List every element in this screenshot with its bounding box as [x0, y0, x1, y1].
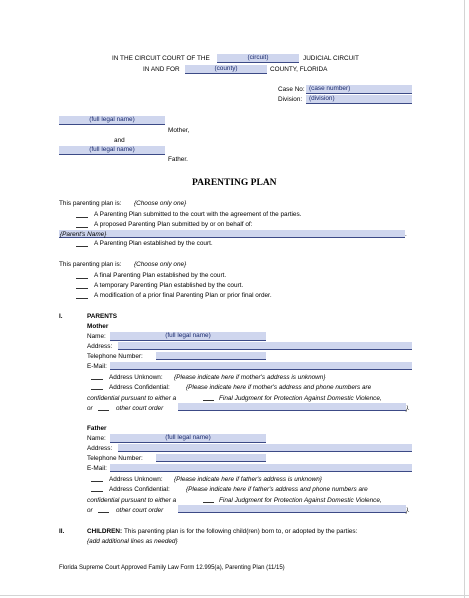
father-final-judgment-checkbox[interactable] — [203, 496, 214, 503]
mother-confidential-note-2: confidential pursuant to either a — [87, 395, 177, 402]
father-name-label: Name: — [87, 435, 106, 442]
mother-or: or — [87, 405, 93, 412]
and-label: and — [114, 137, 125, 144]
father-heading: Father — [87, 425, 107, 432]
parent-name-placeholder: {Parent's Name} — [60, 231, 107, 238]
mother-heading: Mother — [87, 323, 109, 330]
court-suffix: JUDICIAL CIRCUIT — [303, 55, 359, 62]
mother-other-order: other court order — [116, 405, 164, 412]
father-final-judgment: Final Judgment for Protection Against Domestic Violence, — [219, 497, 382, 504]
mother-name-label: Name: — [87, 333, 106, 340]
father-other-order-field[interactable] — [178, 505, 406, 513]
father-or: or — [87, 507, 93, 514]
plan-type-2-intro: This parenting plan is: — [59, 261, 122, 268]
section-2-note: {add additional lines as needed} — [87, 538, 178, 545]
case-number-field[interactable]: (case number) — [306, 85, 412, 94]
mother-phone-label: Telephone Number: — [87, 353, 143, 360]
father-confidential-note-2: confidential pursuant to either a — [87, 497, 177, 504]
father-address-label: Address: — [87, 445, 113, 452]
plan-type-1-option-1: A Parenting Plan submitted to the court with the agreement of the parties. — [94, 211, 302, 218]
court-prefix: IN THE CIRCUIT COURT OF THE — [112, 55, 210, 62]
mother-close: }. — [406, 405, 410, 412]
plan-type-2-option-2: A temporary Parenting Plan established by the court. — [94, 282, 244, 289]
father-address-confidential-checkbox[interactable] — [91, 485, 103, 492]
mother-address-confidential-checkbox[interactable] — [91, 383, 103, 390]
plan-type-1-option-1-checkbox[interactable] — [76, 211, 88, 218]
form-footer: Florida Supreme Court Approved Family Law Form 12.995(a), Parenting Plan (11/15) — [59, 565, 285, 571]
division-label: Division: — [278, 96, 303, 103]
father-address-unknown-checkbox[interactable] — [91, 475, 103, 482]
mother-email-label: E-Mail: — [87, 363, 107, 370]
father-phone-label: Telephone Number: — [87, 455, 143, 462]
father-email-field[interactable] — [110, 464, 412, 472]
mother-name-field[interactable]: (full legal name) — [59, 116, 165, 125]
plan-type-1-option-2-checkbox[interactable] — [76, 221, 88, 228]
father-other-order-checkbox[interactable] — [98, 506, 109, 513]
plan-type-2-choose: {Choose only one} — [134, 261, 187, 268]
plan-type-1-option-2: A proposed Parenting Plan submitted by or on behalf of: — [94, 221, 253, 228]
mother-address-field[interactable] — [118, 342, 412, 350]
parent-name-end: . — [405, 231, 407, 238]
mother-final-judgment-checkbox[interactable] — [203, 394, 214, 401]
mother-label: Mother, — [168, 127, 190, 134]
court-line2-prefix: IN AND FOR — [143, 66, 180, 73]
document-title: PARENTING PLAN — [192, 178, 277, 188]
father-label: Father. — [168, 156, 188, 163]
father-name-field[interactable]: (full legal name) — [59, 146, 165, 155]
father-email-label: E-Mail: — [87, 465, 107, 472]
section-2-heading: CHILDREN: — [87, 528, 123, 535]
section-1-heading: PARENTS — [87, 313, 118, 320]
plan-type-2-option-3: A modification of a prior final Parenting Plan or prior final order. — [94, 292, 272, 299]
plan-type-2-option-1-checkbox[interactable] — [76, 272, 88, 279]
plan-type-2-option-2-checkbox[interactable] — [76, 282, 88, 289]
plan-type-1-choose: {Choose only one} — [134, 200, 187, 207]
court-line2-suffix: COUNTY, FLORIDA — [270, 66, 328, 73]
division-field[interactable]: (division) — [306, 95, 412, 104]
mother-other-order-field[interactable] — [178, 403, 406, 411]
mother-confidential-note-1: {Please indicate here if mother's address and phone numbers are — [186, 384, 372, 391]
father-unknown-label: Address Unknown: — [109, 476, 163, 483]
county-field[interactable]: (county) — [185, 65, 267, 74]
section-1-numeral: I. — [59, 313, 63, 320]
mother-final-judgment: Final Judgment for Protection Against Domestic Violence, — [219, 395, 382, 402]
father-phone-field[interactable] — [156, 454, 266, 462]
mother-unknown-label: Address Unknown: — [109, 374, 163, 381]
mother-full-name-field[interactable]: (full legal name) — [110, 332, 266, 341]
mother-other-order-checkbox[interactable] — [98, 404, 109, 411]
mother-unknown-note: {Please indicate here if mother's address is unknown} — [174, 374, 326, 381]
plan-type-1-option-3-checkbox[interactable] — [76, 240, 88, 247]
mother-address-label: Address: — [87, 343, 113, 350]
plan-type-2-option-1: A final Parenting Plan established by the court. — [94, 272, 227, 279]
plan-type-2-option-3-checkbox[interactable] — [76, 292, 88, 299]
mother-email-field[interactable] — [110, 362, 412, 370]
section-2-text: This parenting plan is for the following child(ren) born to, or adopted by the parties: — [124, 528, 358, 535]
father-address-field[interactable] — [118, 444, 412, 452]
mother-confidential-label: Address Confidential: — [109, 384, 170, 391]
page-edge-right — [464, 0, 465, 598]
father-close: }. — [406, 507, 410, 514]
plan-type-1-option-3: A Parenting Plan established by the court. — [94, 240, 213, 247]
mother-address-unknown-checkbox[interactable] — [91, 373, 103, 380]
mother-phone-field[interactable] — [156, 352, 266, 360]
plan-type-1-intro: This parenting plan is: — [59, 200, 122, 207]
father-confidential-note-1: {Please indicate here if father's address and phone numbers are — [186, 486, 368, 493]
father-full-name-field[interactable]: (full legal name) — [110, 434, 266, 443]
section-2-numeral: II. — [59, 528, 65, 535]
page-edge-bottom — [0, 595, 469, 596]
father-confidential-label: Address Confidential: — [109, 486, 170, 493]
parent-name-field[interactable] — [59, 230, 405, 238]
circuit-field[interactable]: (circuit) — [217, 54, 299, 63]
case-number-label: Case No: — [278, 86, 305, 93]
father-unknown-note: {Please indicate here if father's address is unknown} — [174, 476, 322, 483]
father-other-order: other court order — [116, 507, 164, 514]
